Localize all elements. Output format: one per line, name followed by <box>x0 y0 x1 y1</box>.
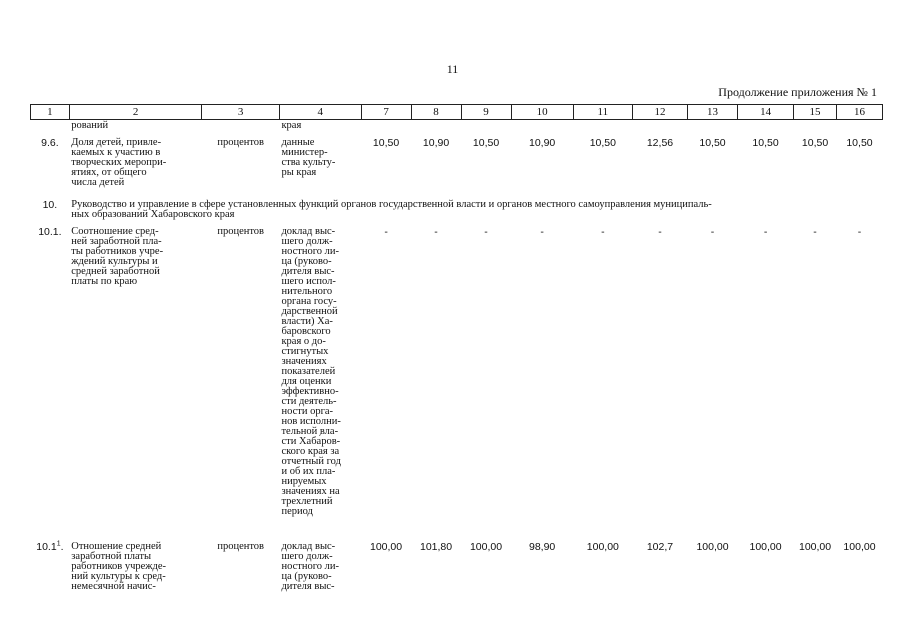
row-code: 10.1. <box>38 225 62 238</box>
row-code-tail: . <box>60 540 64 553</box>
row-code-main: 10.1 <box>36 540 57 553</box>
row-unit: процентов <box>217 540 265 552</box>
header-cell: 14 <box>738 105 794 120</box>
value-cell: - <box>484 225 488 238</box>
header-cell: 13 <box>688 105 738 120</box>
table-row-9-6 <box>31 138 883 200</box>
row-code: 10. <box>42 198 58 211</box>
row-source-tail: края <box>281 120 302 131</box>
section-heading: Руководство и управление в сфере установленных функций органов государственной власти и органов местного самоуправления муниципаль- ных образований Хабаровского края <box>71 198 712 220</box>
value-cell: 100,00 <box>469 540 503 553</box>
indicators-table <box>30 104 883 598</box>
row-code: 9.6. <box>41 136 59 149</box>
value-cell: 100,00 <box>586 540 619 553</box>
value-cell: - <box>813 225 817 238</box>
table-row-10 <box>31 200 883 227</box>
value-cell: 10,90 <box>529 136 556 149</box>
header-cell: 8 <box>411 105 461 120</box>
row-source: доклад выс- шего долж- ностного ли- ца (руково- дителя выс- шего испол- нительного органа госу- дарственной власти) Ха- баровского края о до- стигнутых значениях показателей для оценки эффективно- сти деятель- ности орга- нов исполни- тельной вла- сти Хаба́ров- ского края за отчетный год и об их пла- нируемых значениях на трехлетний период <box>281 225 341 517</box>
row-unit: процентов <box>217 136 265 148</box>
header-cell: 11 <box>573 105 632 120</box>
header-cell: 15 <box>794 105 837 120</box>
value-cell: 10,50 <box>752 136 779 149</box>
header-cell: 12 <box>632 105 687 120</box>
row-name: Доля детей, привле- каемых к участию в творческих меропри- ятиях, от общего числа детей <box>71 136 167 188</box>
header-cell: 4 <box>279 105 361 120</box>
value-cell: 12,56 <box>646 136 674 149</box>
page-number: 11 <box>446 62 459 76</box>
table-row-10-1-1 <box>31 542 883 598</box>
table-row-continued <box>31 120 883 138</box>
header-cell: 9 <box>461 105 511 120</box>
value-cell: 10,50 <box>699 136 726 149</box>
value-cell: 101,80 <box>419 540 453 553</box>
row-source: данные министер- ства культу- ры края <box>281 136 336 178</box>
value-cell: - <box>601 225 605 238</box>
header-cell: 3 <box>202 105 280 120</box>
value-cell: 100,00 <box>749 540 782 553</box>
value-cell: - <box>434 225 438 238</box>
value-cell: 10,50 <box>846 136 873 149</box>
value-cell: 10,50 <box>801 136 829 149</box>
row-unit: процентов <box>217 225 265 237</box>
row-name-tail: рований <box>71 120 109 131</box>
value-cell: 10,50 <box>372 136 400 149</box>
row-code-superscript: 1 <box>56 540 61 547</box>
value-cell: 100,00 <box>370 540 403 553</box>
header-cell: 10 <box>511 105 573 120</box>
value-cell: 100,00 <box>843 540 876 553</box>
value-cell: - <box>540 225 544 238</box>
value-cell: 10,90 <box>422 136 450 149</box>
header-cell: 16 <box>836 105 882 120</box>
value-cell: 100,00 <box>798 540 832 553</box>
value-cell: - <box>710 225 715 238</box>
value-cell: 10,50 <box>472 136 500 149</box>
value-cell: - <box>763 225 768 238</box>
value-cell: - <box>384 225 388 238</box>
value-cell: - <box>658 225 662 238</box>
header-row <box>31 105 883 120</box>
value-cell: - <box>857 225 862 238</box>
continuation-label: Продолжение приложения № 1 <box>718 85 877 99</box>
header-cell: 1 <box>31 105 70 120</box>
table-row-10-1 <box>31 227 883 542</box>
row-name: Соотношение сред- ней заработной пла- ты работников учре- ждений культуры и средней заработной платы по краю <box>71 225 164 287</box>
row-code <box>31 542 70 598</box>
value-cell: 10,50 <box>589 136 616 149</box>
value-cell: 102,7 <box>646 540 674 553</box>
value-cell: 100,00 <box>696 540 729 553</box>
header-cell: 2 <box>69 105 202 120</box>
row-name: Отношение средней заработной платы работников учрежде- ний культуры к сред- немесячной начис- <box>71 540 167 592</box>
value-cell: 98,90 <box>529 540 556 553</box>
row-source: доклад выс- шего долж- ностного ли- ца (руково- дителя выс- <box>281 540 339 592</box>
header-cell: 7 <box>361 105 411 120</box>
